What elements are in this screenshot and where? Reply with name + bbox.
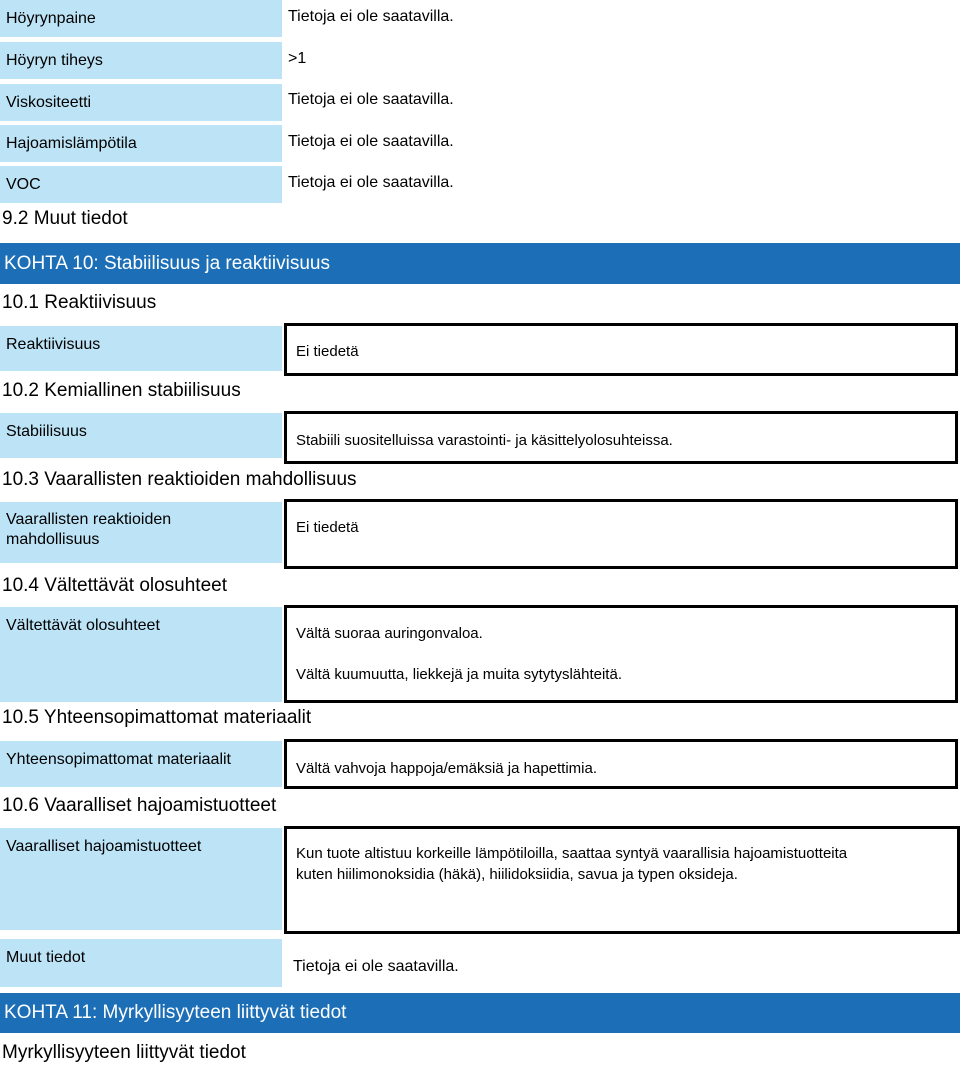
value-vapor-pressure: Tietoja ei ole saatavilla. bbox=[288, 8, 454, 25]
section-10-title: KOHTA 10: Stabiilisuus ja reaktiivisuus bbox=[4, 252, 330, 274]
subheading-10-4: 10.4 Vältettävät olosuhteet bbox=[2, 575, 227, 596]
value-box-reactivity bbox=[284, 323, 958, 376]
label-text: Yhteensopimattomat materiaalit bbox=[6, 751, 231, 768]
label-hazardous-reactions bbox=[0, 502, 282, 563]
value-decomposition-temp: Tietoja ei ole saatavilla. bbox=[288, 133, 454, 150]
label-incompatible-materials bbox=[0, 741, 282, 787]
label-conditions-to-avoid bbox=[0, 607, 282, 702]
value-box-hazardous-reactions bbox=[284, 499, 958, 569]
label-decomposition-temp bbox=[0, 125, 282, 162]
subheading-10-3: 10.3 Vaarallisten reaktioiden mahdollisuus bbox=[2, 469, 357, 490]
label-stability bbox=[0, 413, 282, 458]
label-other-info bbox=[0, 939, 282, 987]
value-text: Vältä vahvoja happoja/emäksiä ja hapettimia. bbox=[296, 759, 598, 777]
value-text: Ei tiedetä bbox=[296, 342, 359, 360]
section-11-header bbox=[0, 993, 960, 1033]
label-text: Vaaralliset hajoamistuotteet bbox=[6, 838, 202, 855]
value-box-decomposition-products bbox=[284, 826, 960, 934]
label-decomposition-products bbox=[0, 828, 282, 930]
subheading-9-2: 9.2 Muut tiedot bbox=[2, 208, 128, 229]
label-reactivity bbox=[0, 326, 282, 371]
label-voc bbox=[0, 166, 282, 203]
subheading-10-6: 10.6 Vaaralliset hajoamistuotteet bbox=[2, 795, 277, 816]
subheading-10-2: 10.2 Kemiallinen stabiilisuus bbox=[2, 380, 241, 401]
value-box-stability bbox=[284, 411, 958, 464]
value-box-incompatible-materials bbox=[284, 739, 958, 789]
value-text-line1: Kun tuote altistuu korkeille lämpötiloilla, saattaa syntyä vaarallisia hajoamistuotteita bbox=[296, 845, 848, 862]
section-10-header bbox=[0, 243, 960, 284]
value-text: Stabiili suositelluissa varastointi- ja käsittelyolosuhteissa. bbox=[296, 432, 673, 449]
label-text: Muut tiedot bbox=[6, 949, 86, 966]
value-viscosity: Tietoja ei ole saatavilla. bbox=[288, 91, 454, 108]
label-vapor-density bbox=[0, 42, 282, 79]
subheading-10-1: 10.1 Reaktiivisuus bbox=[2, 292, 157, 313]
label-text: Hajoamislämpötila bbox=[6, 134, 137, 152]
subheading-10-5: 10.5 Yhteensopimattomat materiaalit bbox=[2, 707, 312, 728]
label-viscosity bbox=[0, 84, 282, 121]
value-voc: Tietoja ei ole saatavilla. bbox=[288, 174, 454, 191]
value-text-line2: Vältä kuumuutta, liekkejä ja muita sytytyslähteitä. bbox=[296, 666, 622, 683]
value-vapor-density: >1 bbox=[288, 50, 307, 67]
value-text: Ei tiedetä bbox=[296, 519, 359, 536]
value-text-line1: Vältä suoraa auringonvaloa. bbox=[296, 625, 483, 642]
subheading-11: Myrkyllisyyteen liittyvät tiedot bbox=[2, 1042, 246, 1063]
label-text: VOC bbox=[6, 175, 41, 193]
label-text: Höyrynpaine bbox=[6, 9, 96, 27]
label-text-line2: mahdollisuus bbox=[6, 531, 100, 548]
section-11-title: KOHTA 11: Myrkyllisyyteen liittyvät tiedot bbox=[4, 1002, 347, 1023]
value-box-conditions-to-avoid bbox=[284, 605, 958, 703]
label-text: Höyryn tiheys bbox=[6, 51, 103, 69]
label-text: Reaktiivisuus bbox=[6, 336, 101, 353]
label-text-line1: Vaarallisten reaktioiden bbox=[6, 511, 172, 528]
label-text: Viskositeetti bbox=[6, 93, 92, 111]
label-vapor-pressure bbox=[0, 0, 282, 37]
label-text: Stabiilisuus bbox=[6, 423, 87, 440]
value-other-info: Tietoja ei ole saatavilla. bbox=[293, 958, 459, 975]
value-text-line2: kuten hiilimonoksidia (häkä), hiilidoksiidia, savua ja typen oksideja. bbox=[296, 866, 738, 883]
label-text: Vältettävät olosuhteet bbox=[6, 617, 160, 634]
